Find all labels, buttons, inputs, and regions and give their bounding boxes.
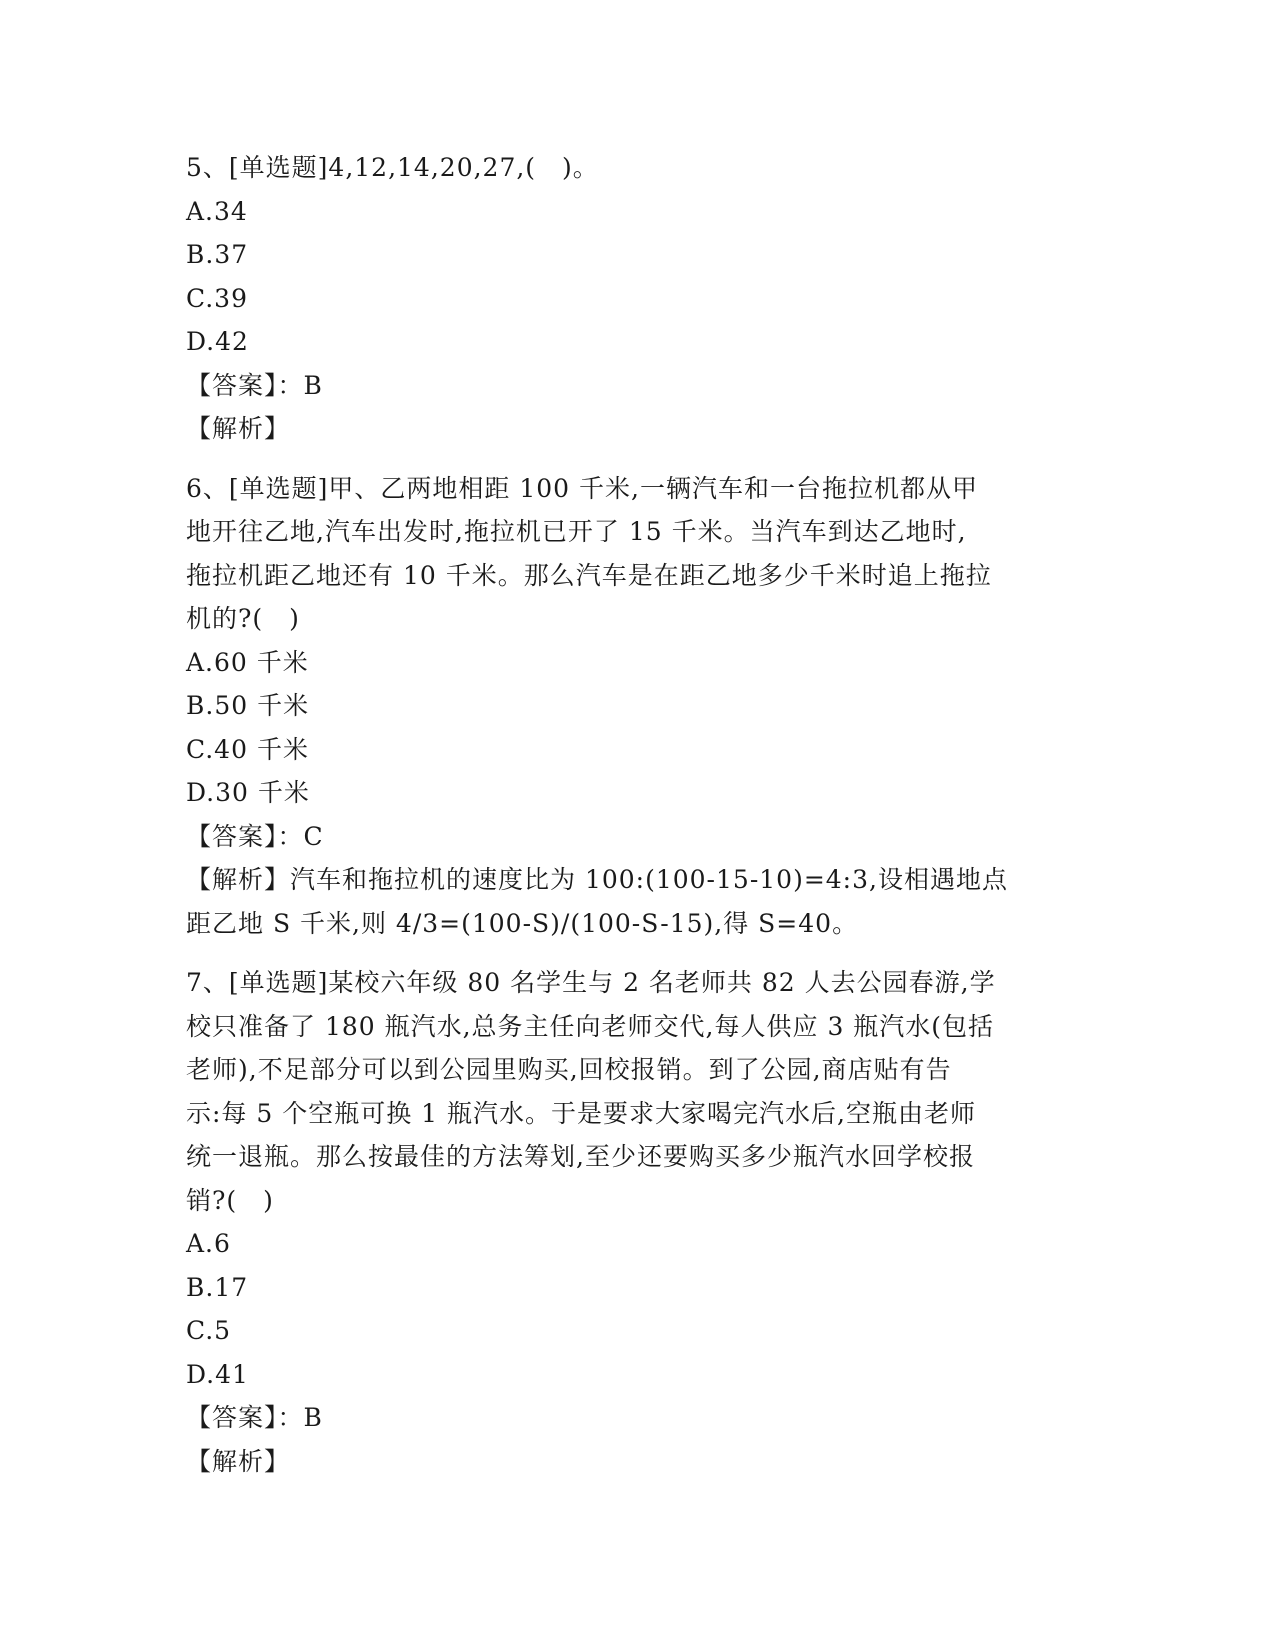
analysis-line: 【解析】 — [186, 1446, 291, 1476]
question-stem-line: 老师),不足部分可以到公园里购买,回校报销。到了公园,商店贴有告 — [186, 1055, 952, 1084]
question-stem-line: 示:每 5 个空瓶可换 1 瓶汽水。于是要求大家喝完汽水后,空瓶由老师 — [186, 1098, 976, 1128]
option-c: C.39 — [186, 283, 248, 313]
option-d: D.41 — [186, 1359, 249, 1389]
answer-line: 【答案】：B — [186, 370, 323, 400]
question-stem-line: 校只准备了 180 瓶汽水,总务主任向老师交代,每人供应 3 瓶汽水(包括 — [186, 1011, 995, 1041]
option-b: B.17 — [186, 1272, 249, 1302]
question-spacer — [186, 451, 1081, 467]
option-c: C.40 千米 — [186, 734, 309, 764]
option-b: B.50 千米 — [186, 691, 310, 720]
option-b: B.37 — [186, 240, 249, 269]
exam-page — [186, 146, 1081, 1483]
question-stem-line: 销?( ) — [186, 1185, 274, 1215]
question-spacer — [186, 945, 1081, 961]
question-stem-line: 统一退瓶。那么按最佳的方法筹划,至少还要购买多少瓶汽水回学校报 — [186, 1142, 975, 1171]
option-d: D.42 — [186, 327, 249, 356]
question-stem-line: 地开往乙地,汽车出发时,拖拉机已开了 15 千米。当汽车到达乙地时, — [186, 517, 967, 546]
analysis-line: 距乙地 S 千米,则 4/3=(100-S)/(100-S-15),得 S=40。 — [186, 908, 859, 938]
question-stem-line: 5、[单选题]4,12,14,20,27,( )。 — [186, 153, 599, 182]
question-stem-line: 7、[单选题]某校六年级 80 名学生与 2 名老师共 82 人去公园春游,学 — [186, 968, 996, 997]
analysis-line: 【解析】汽车和拖拉机的速度比为 100:(100-15-10)=4:3,设相遇地点 — [186, 865, 1008, 894]
question-6 — [186, 467, 1081, 946]
question-stem-line: 机的?( ) — [186, 604, 300, 633]
option-a: A.6 — [186, 1229, 231, 1258]
option-a: A.34 — [186, 196, 248, 226]
question-7 — [186, 961, 1081, 1483]
question-stem-line: 6、[单选题]甲、乙两地相距 100 千米,一辆汽车和一台拖拉机都从甲 — [186, 473, 978, 503]
question-5 — [186, 146, 1081, 451]
option-c: C.5 — [186, 1316, 232, 1345]
answer-line: 【答案】：B — [186, 1403, 323, 1432]
option-a: A.60 千米 — [186, 647, 309, 677]
answer-line: 【答案】：C — [186, 821, 324, 851]
question-stem-line: 拖拉机距乙地还有 10 千米。那么汽车是在距乙地多少千米时追上拖拉 — [186, 560, 992, 590]
analysis-line: 【解析】 — [186, 414, 291, 443]
option-d: D.30 千米 — [186, 778, 310, 807]
